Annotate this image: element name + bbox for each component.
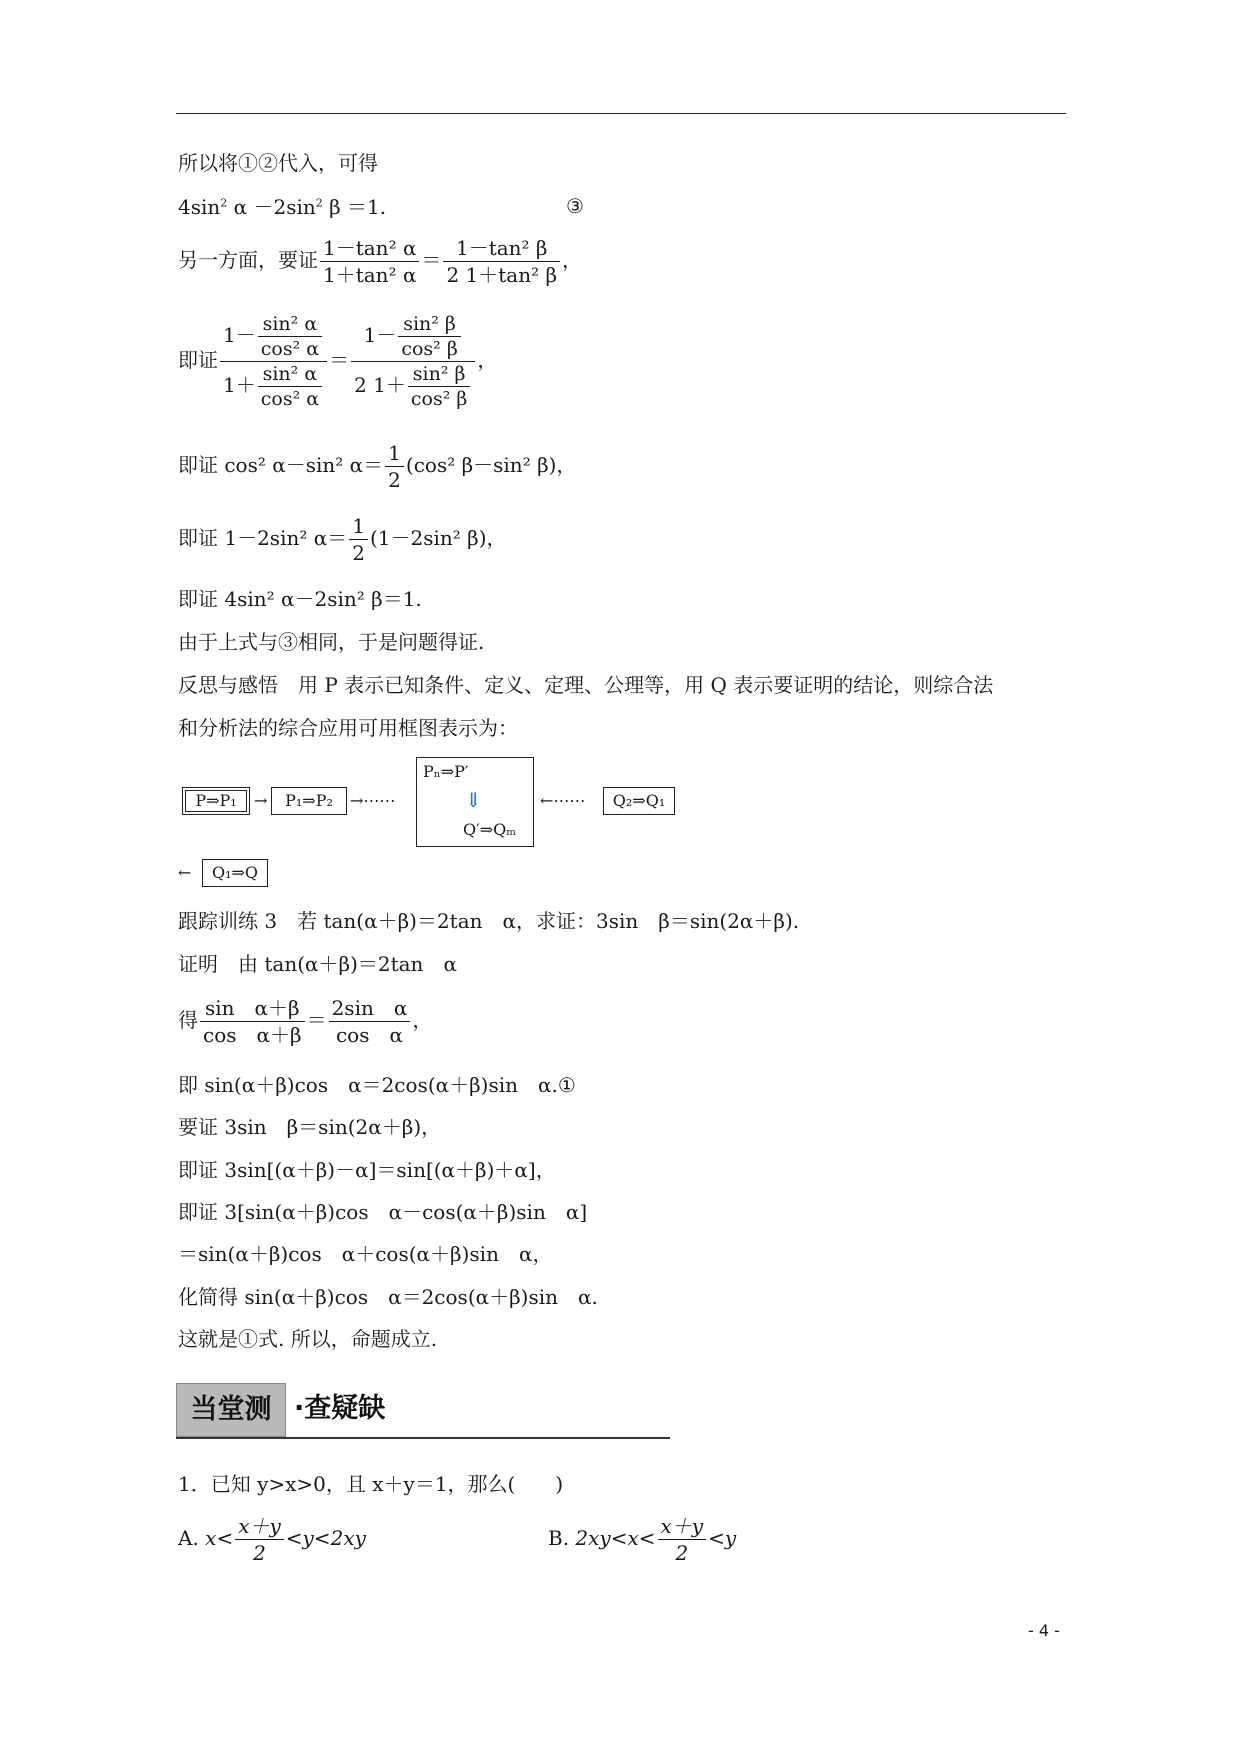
equation-line-2: $4\sin^2$ $\alpha -2\sin^2$ β ＝1. bbox=[178, 195, 387, 219]
section-heading-main: 当堂测 bbox=[176, 1383, 286, 1437]
equation-line-3 bbox=[178, 235, 582, 288]
term: x< bbox=[205, 1526, 234, 1550]
numerator: sin² β bbox=[408, 362, 470, 387]
eq-part: ＝1. bbox=[347, 195, 387, 219]
punctuation: ， bbox=[477, 348, 498, 372]
denominator: 2 1＋tan² β bbox=[446, 263, 558, 287]
proof-line-5: 即证 3sin[(α＋β)－α]＝sin[(α＋β)＋α]， bbox=[178, 1158, 556, 1182]
fraction bbox=[235, 1513, 284, 1566]
eq-part: α bbox=[233, 195, 248, 219]
term: <y bbox=[708, 1526, 737, 1550]
numerator: 1 bbox=[349, 513, 368, 540]
line-prefix: 另一方面，要证 bbox=[178, 248, 318, 272]
numerator: 1－tan² α bbox=[320, 235, 419, 262]
exercise-statement: 跟踪训练 3 若 tan(α＋β)＝2tan α，求证：3sin β＝sin(2α＋β). bbox=[178, 909, 800, 933]
numerator: sin² α bbox=[258, 312, 322, 337]
fraction bbox=[443, 235, 560, 288]
denominator: 2 bbox=[388, 468, 401, 492]
denominator: 2 bbox=[352, 541, 365, 565]
proof-line-8: 化简得 sin(α＋β)cos α＝2cos(α＋β)sin α. bbox=[178, 1285, 598, 1309]
equation-line-6 bbox=[178, 513, 507, 566]
fraction bbox=[398, 312, 460, 361]
flow-box-center bbox=[416, 757, 534, 847]
denominator: 2 bbox=[253, 1541, 266, 1565]
proof-line-2 bbox=[178, 995, 432, 1048]
line-prefix: 得 bbox=[178, 1008, 198, 1032]
fraction bbox=[320, 235, 419, 288]
proof-line-3: 即 sin(α＋β)cos α＝2cos(α＋β)sin α.① bbox=[178, 1073, 576, 1097]
fraction bbox=[200, 995, 305, 1048]
question-stem: 1．已知 y>x>0，且 x＋y＝1，那么( ) bbox=[178, 1472, 564, 1496]
numerator: 2sin α bbox=[329, 995, 411, 1022]
flow-box-p-p1: P⇒P₁ bbox=[182, 787, 250, 815]
text-line-1: 所以将①②代入，可得 bbox=[178, 151, 378, 175]
denominator: cos² α bbox=[260, 388, 320, 410]
fraction bbox=[658, 1513, 707, 1566]
equals-sign: ＝ bbox=[306, 1008, 327, 1032]
fraction bbox=[385, 440, 404, 493]
term: 即证 1－2sin² α＝ bbox=[178, 526, 348, 550]
punctuation: ， bbox=[412, 1008, 433, 1032]
numerator: sin α＋β bbox=[200, 995, 305, 1022]
flow-box-p1-p2: P₁⇒P₂ bbox=[271, 787, 347, 815]
flow-box-center-top: Pₙ⇒P′ bbox=[423, 762, 469, 781]
flow-box-center-bottom: Q′⇒Qₘ bbox=[463, 820, 517, 839]
eq-part: 4sin bbox=[178, 195, 221, 219]
equation-line-7: 即证 4sin² α－2sin² β＝1. bbox=[178, 587, 422, 611]
option-label: A. bbox=[178, 1526, 199, 1550]
proof-line-1: 证明 由 tan(α＋β)＝2tan α bbox=[178, 952, 457, 976]
proof-line-4: 要证 3sin β＝sin(2α＋β)， bbox=[178, 1115, 442, 1139]
option-a bbox=[178, 1513, 366, 1566]
option-b bbox=[548, 1513, 736, 1566]
numerator: x＋y bbox=[235, 1513, 284, 1540]
denominator bbox=[220, 362, 327, 411]
equation-marker-3: ③ bbox=[566, 194, 584, 218]
section-heading-sub: ·查疑缺 bbox=[294, 1393, 386, 1424]
fraction bbox=[258, 362, 322, 411]
denominator: 2 bbox=[675, 1541, 689, 1565]
term: 2xy<x< bbox=[575, 1526, 656, 1550]
numerator: sin² β bbox=[398, 312, 460, 337]
compound-fraction bbox=[351, 312, 475, 411]
punctuation: ， bbox=[562, 248, 583, 272]
term: (1－2sin² β)， bbox=[369, 526, 507, 550]
text-line-8: 由于上式与③相同，于是问题得证. bbox=[178, 630, 485, 654]
denominator: cos² β bbox=[410, 388, 468, 410]
term: 2 1＋ bbox=[354, 373, 406, 397]
eq-part: β bbox=[329, 195, 341, 219]
option-label: B. bbox=[548, 1526, 570, 1550]
fraction bbox=[408, 362, 470, 411]
term: (cos² β－sin² β)， bbox=[405, 453, 577, 477]
term: <y<2xy bbox=[285, 1526, 366, 1550]
line-prefix: 即证 bbox=[178, 348, 218, 372]
denominator: cos α＋β bbox=[203, 1023, 302, 1047]
denominator: cos² α bbox=[260, 338, 320, 360]
text-line-10: 和分析法的综合应用可用框图表示为： bbox=[178, 716, 518, 740]
flow-box-q2-q1: Q₂⇒Q₁ bbox=[603, 787, 675, 815]
fraction bbox=[349, 513, 368, 566]
eq-part: －2sin bbox=[253, 195, 316, 219]
numerator: 1－tan² β bbox=[443, 235, 560, 262]
equals-sign: ＝ bbox=[421, 248, 442, 272]
fraction bbox=[329, 995, 411, 1048]
term: 1－ bbox=[223, 323, 256, 347]
denominator bbox=[351, 362, 475, 411]
equation-line-5 bbox=[178, 440, 576, 493]
numerator bbox=[220, 312, 327, 362]
arrow-left-dots: ←⋯⋯ bbox=[540, 791, 586, 810]
section-rule bbox=[176, 1437, 670, 1439]
numerator bbox=[351, 312, 475, 362]
equals-sign: ＝ bbox=[329, 348, 350, 372]
numerator: x＋y bbox=[658, 1513, 707, 1540]
denominator: 1＋tan² α bbox=[323, 263, 417, 287]
arrow-right-dots: →⋯⋯ bbox=[350, 791, 396, 810]
down-arrow-icon: ⇓ bbox=[465, 788, 482, 812]
arrow-left-icon: ← bbox=[178, 863, 192, 882]
equation-line-4 bbox=[178, 312, 497, 411]
flow-box-q1-q: Q₁⇒Q bbox=[202, 859, 268, 887]
proof-line-6: 即证 3[sin(α＋β)cos α－cos(α＋β)sin α] bbox=[178, 1200, 588, 1224]
compound-fraction bbox=[220, 312, 327, 411]
numerator: sin² α bbox=[258, 362, 322, 387]
proof-line-7: ＝sin(α＋β)cos α＋cos(α＋β)sin α， bbox=[178, 1242, 553, 1266]
term: 1＋ bbox=[223, 373, 256, 397]
arrow-right-icon: → bbox=[254, 791, 268, 810]
page-number: - 4 - bbox=[1028, 1621, 1060, 1640]
proof-line-9: 这就是①式. 所以，命题成立. bbox=[178, 1327, 438, 1351]
header-rule bbox=[176, 113, 1066, 114]
term: 即证 cos² α－sin² α＝ bbox=[178, 453, 384, 477]
denominator: cos α bbox=[335, 1023, 403, 1047]
denominator: cos² β bbox=[401, 338, 458, 360]
term: 1－ bbox=[363, 323, 397, 347]
fraction bbox=[258, 312, 322, 361]
text-line-9: 反思与感悟 用 P 表示已知条件、定义、定理、公理等，用 Q 表示要证明的结论，则综合法 bbox=[178, 673, 994, 697]
numerator: 1 bbox=[385, 440, 404, 467]
